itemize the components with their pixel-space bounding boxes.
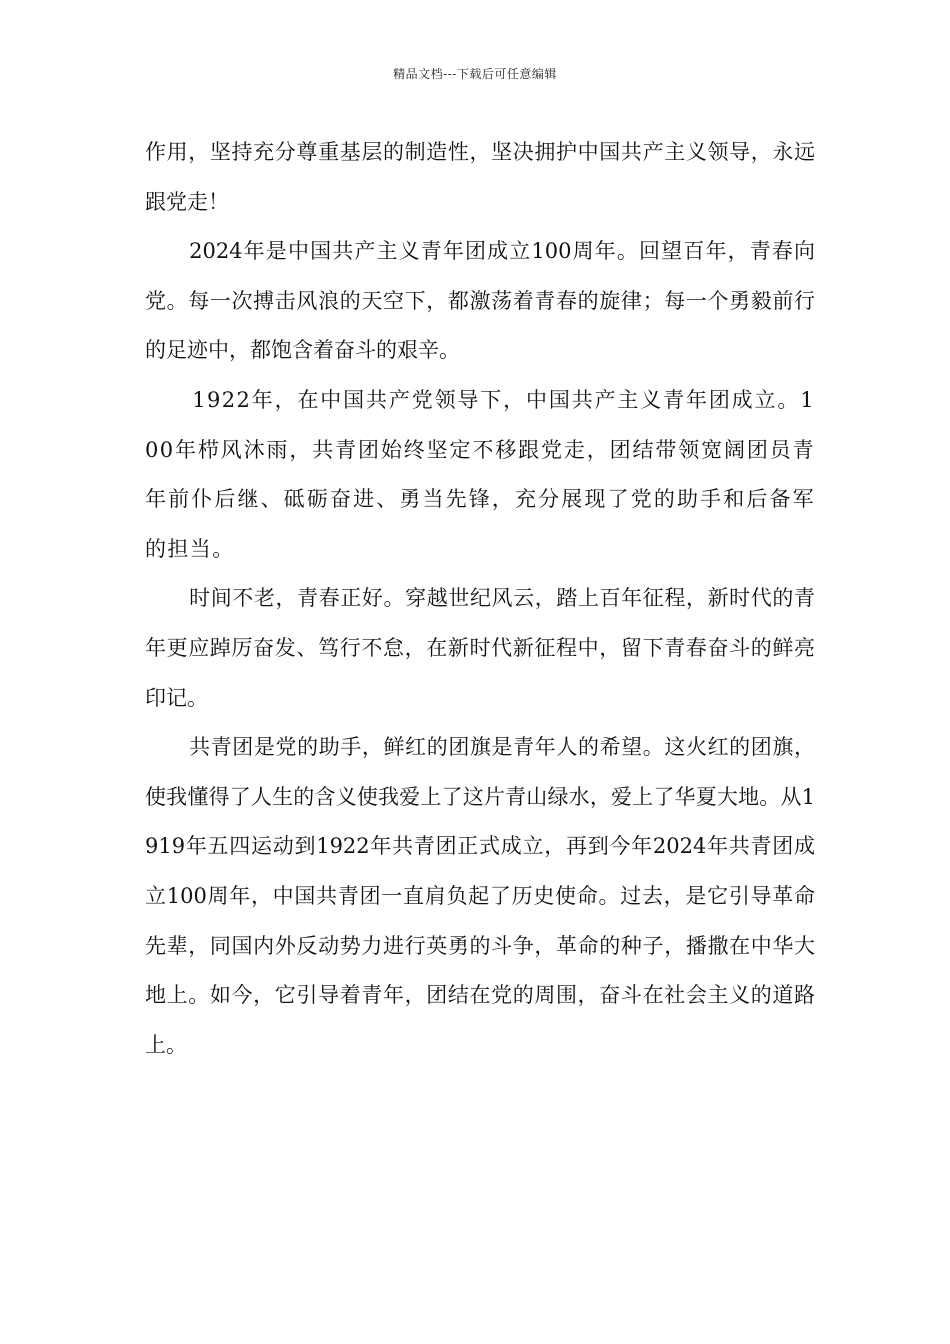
paragraph-founding-1922: 1922年，在中国共产党领导下，中国共产主义青年团成立。100年栉风沐雨，共青团始终坚定不移跟党走，团结带领宽阔团员青年前仆后继、砥砺奋进、勇当先锋，充分展现了党的助手和后备军的担当。 — [145, 387, 815, 561]
paragraph-youth-league-centennial: 2024年是中国共产主义青年团成立100周年。回望百年，青春向党。每一次搏击风浪的天空下，都激荡着青春的旋律；每一个勇毅前行的足迹中，都饱含着奋斗的艰辛。 — [145, 239, 815, 363]
document-body — [145, 128, 815, 1070]
paragraph-league-flag: 共青团是党的助手，鲜红的团旗是青年人的希望。这火红的团旗，使我懂得了人生的含义使我爱上了这片青山绿水，爱上了华夏大地。从1919年五四运动到1922年共青团正式成立，再到今年2024年共青团成立100周年，中国共青团一直肩负起了历史使命。过去，是它引导革命先辈，同国内外反动势力进行英勇的斗争，革命的种子，播撒在中华大地上。如今，它引导着青年，团结在党的周围，奋斗在社会主义的道路上。 — [145, 735, 815, 1057]
paragraph-continuation: 作用，坚持充分尊重基层的制造性，坚决拥护中国共产主义领导，永远跟党走！ — [145, 140, 815, 214]
page-header: 精品文档---下载后可任意编辑 — [393, 67, 557, 81]
paragraph-new-era-youth: 时间不老，青春正好。穿越世纪风云，踏上百年征程，新时代的青年更应踔厉奋发、笃行不怠，在新时代新征程中，留下青春奋斗的鲜亮印记。 — [145, 586, 815, 710]
